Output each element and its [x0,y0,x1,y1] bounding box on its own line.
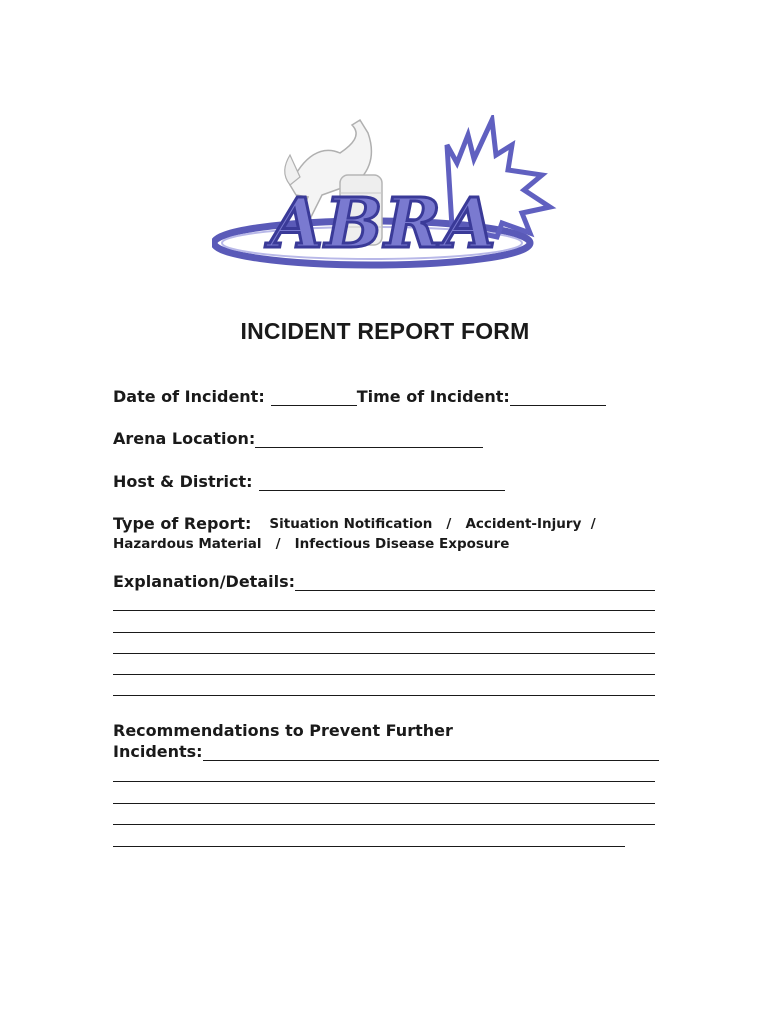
abra-logo-icon [212,115,557,275]
recommendations-line-1[interactable] [113,781,655,782]
explanation-line-4[interactable] [113,674,655,675]
svg-text:ABRA: ABRA [270,184,498,264]
time-of-incident-label: Time of Incident: [356,387,510,406]
recommendations-line-4[interactable] [113,846,625,847]
recommendations-line-3[interactable] [113,824,655,825]
explanation-label: Explanation/Details: [113,572,295,591]
type-options-line2[interactable]: Hazardous Material / Infectious Disease Exposure [113,536,510,552]
recommendations-field-line-0[interactable] [203,744,659,761]
explanation-line-5[interactable] [113,695,655,696]
host-district-field[interactable] [259,474,505,491]
date-time-row [113,387,606,407]
explanation-line-3[interactable] [113,653,655,654]
recommendations-label-line2: Incidents: [113,742,203,761]
explanation-line-2[interactable] [113,632,655,633]
arena-location-row [113,429,483,449]
recommendations-row [113,742,659,762]
explanation-line-1[interactable] [113,610,655,611]
type-options-line1[interactable]: Situation Notification / Accident-Injury / [269,516,596,532]
date-of-incident-label: Date of Incident: [113,387,265,406]
arena-location-field[interactable] [255,431,483,448]
date-of-incident-field[interactable] [271,389,357,406]
arena-location-label: Arena Location: [113,429,256,448]
time-of-incident-field[interactable] [510,389,606,406]
type-of-report-label: Type of Report: [113,514,252,533]
page-title: INCIDENT REPORT FORM [240,318,530,344]
explanation-row [113,572,655,592]
type-of-report-row [113,514,596,534]
recommendations-label-line1: Recommendations to Prevent Further [113,721,453,740]
host-district-label: Host & District: [113,472,253,491]
recommendations-line-2[interactable] [113,803,655,804]
explanation-field-line-0[interactable] [295,574,655,591]
host-district-row [113,472,505,492]
